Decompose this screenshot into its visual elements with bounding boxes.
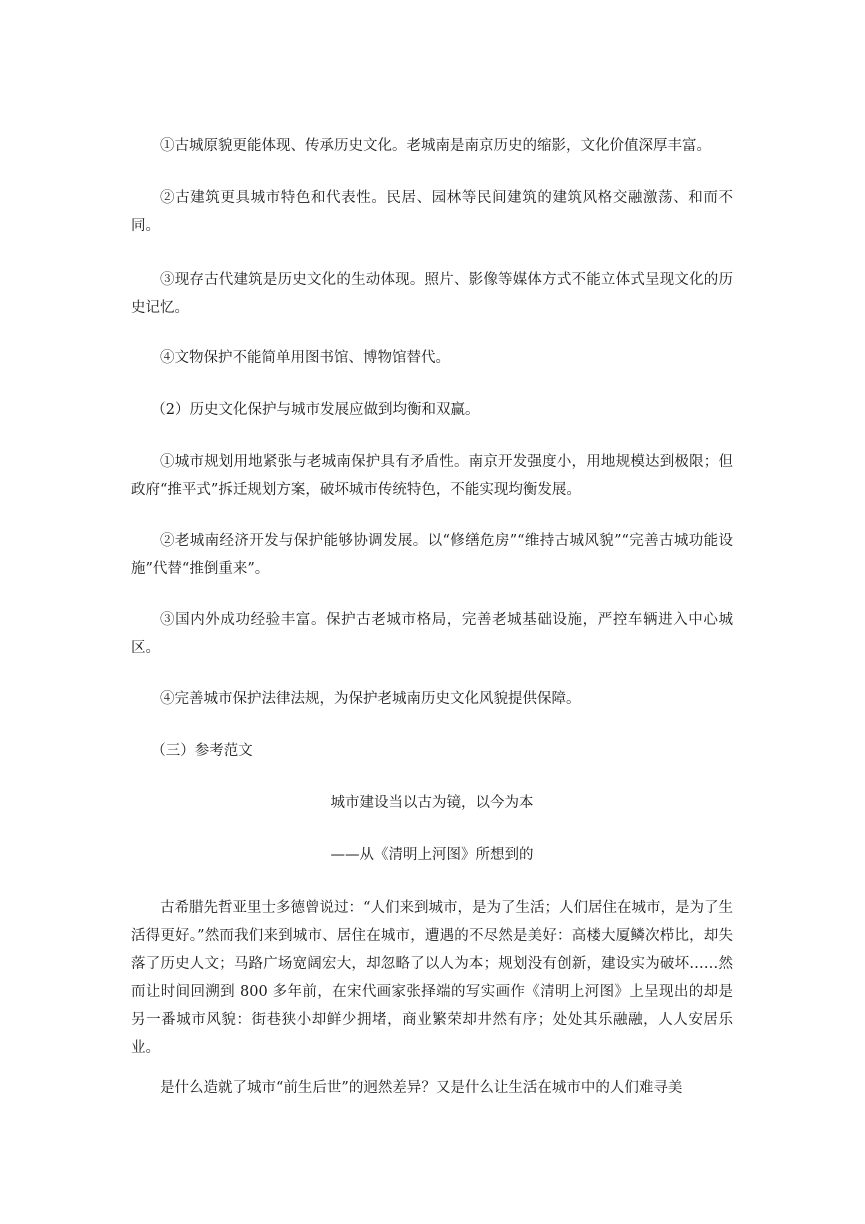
essay-paragraph-1: 古希腊先哲亚里士多德曾说过：“人们来到城市，是为了生活；人们居住在城市，是为了生活得更好。”然而我们来到城市、居住在城市，遭遇的不尽然是美好：高楼大厦鳞次栉比，却失落了历史人文；马路广场宽阔宏大，却忽略了以人为本；规划没有创新，建设实为破坏……然而让时间回溯到 800 多年前，在宋代画家张择端的写实画作《清明上河图》上呈现出的却是另一番城市风貌：街巷狭小却鲜少拥堵，商业繁荣却井然有序；处处其乐融融，人人安居乐业。: [131, 900, 733, 1056]
point-1-3: ③现存古代建筑是历史文化的生动体现。照片、影像等媒体方式不能立体式呈现文化的历史记忆。: [131, 272, 733, 316]
point-1-1: ①古城原貌更能体现、传承历史文化。老城南是南京历史的缩影，文化价值深厚丰富。: [160, 138, 711, 154]
section-2-heading: （2）历史文化保护与城市发展应做到均衡和双赢。: [151, 402, 480, 418]
point-1-4: ④文物保护不能简单用图书馆、博物馆替代。: [160, 350, 450, 366]
point-1-2: ②古建筑更具城市特色和代表性。民居、园林等民间建筑的建筑风格交融激荡、和而不同。: [131, 190, 733, 234]
point-2-4: ④完善城市保护法律法规，为保护老城南历史文化风貌提供保障。: [160, 691, 581, 707]
point-2-1: ①城市规划用地紧张与老城南保护具有矛盾性。南京开发强度小，用地规模达到极限；但政府“推平式”拆迁规划方案，破坏城市传统特色，不能实现均衡发展。: [131, 454, 733, 498]
essay-subtitle: ——从《清明上河图》所想到的: [330, 847, 534, 863]
essay-title: 城市建设当以古为镜，以今为本: [330, 795, 534, 811]
essay-paragraph-2: 是什么造就了城市“前生后世”的迥然差异？又是什么让生活在城市中的人们难寻美: [160, 1080, 683, 1096]
section-3-heading: （三）参考范文: [151, 743, 253, 759]
point-2-3: ③国内外成功经验丰富。保护古老城市格局，完善老城基础设施，严控车辆进入中心城区。: [131, 612, 733, 656]
point-2-2: ②老城南经济开发与保护能够协调发展。以“修缮危房”“维持古城风貌”“完善古城功能设施”代替“推倒重来”。: [131, 533, 733, 577]
